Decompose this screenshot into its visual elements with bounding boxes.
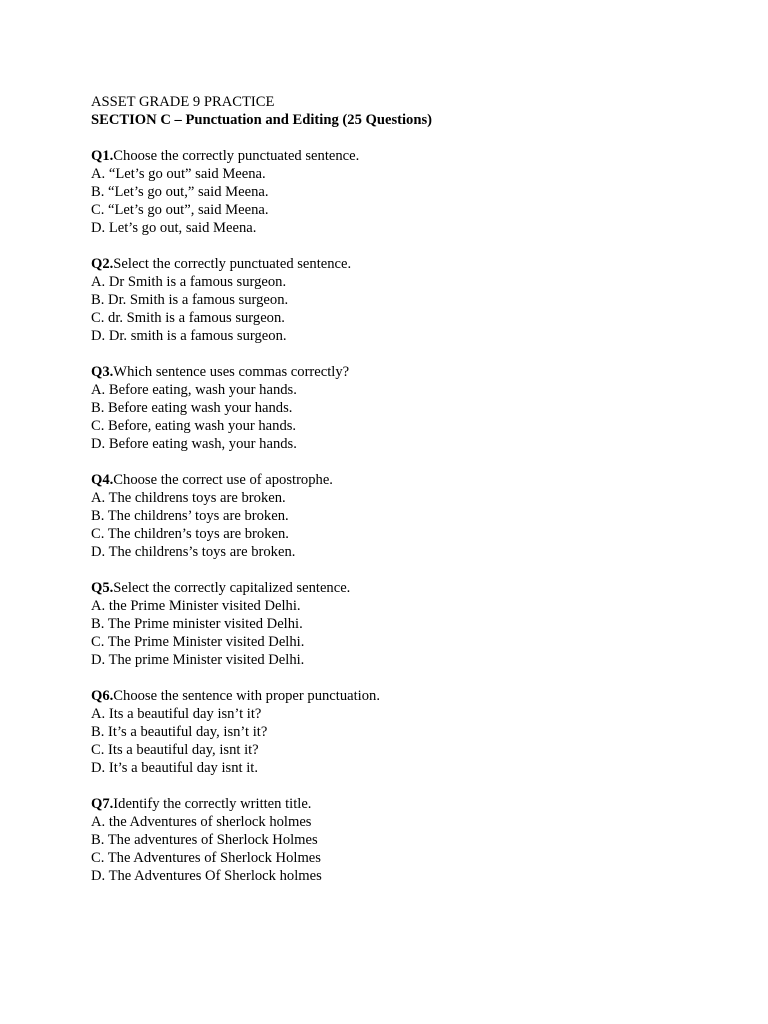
answer-option: B. The adventures of Sherlock Holmes: [91, 832, 318, 848]
question-number: Q1.: [91, 148, 114, 164]
spacer: [91, 777, 731, 795]
answer-option: B. The childrens’ toys are broken.: [91, 508, 289, 524]
question-prompt: [91, 471, 731, 489]
answer-option: A. “Let’s go out” said Meena.: [91, 166, 266, 182]
question-number: Q5.: [91, 580, 114, 596]
question-6: [91, 687, 731, 795]
question-text: Identify the correctly written title.: [113, 796, 312, 812]
answer-option: B. The Prime minister visited Delhi.: [91, 616, 303, 632]
answer-option: B. “Let’s go out,” said Meena.: [91, 184, 269, 200]
answer-option: B. It’s a beautiful day, isn’t it?: [91, 724, 268, 740]
question-number: Q2.: [91, 256, 114, 272]
document-title: ASSET GRADE 9 PRACTICE: [91, 94, 275, 110]
question-2: [91, 255, 731, 363]
answer-option: D. Before eating wash, your hands.: [91, 436, 297, 452]
answer-option: D. The childrens’s toys are broken.: [91, 544, 296, 560]
answer-option: A. Dr Smith is a famous surgeon.: [91, 274, 287, 290]
answer-option: C. Before, eating wash your hands.: [91, 418, 297, 434]
question-number: Q6.: [91, 688, 114, 704]
spacer: [91, 237, 731, 255]
spacer: [91, 129, 731, 147]
answer-option: D. Let’s go out, said Meena.: [91, 220, 257, 236]
question-text: Choose the correct use of apostrophe.: [113, 472, 333, 488]
answer-option: D. The prime Minister visited Delhi.: [91, 652, 305, 668]
answer-option: D. Dr. smith is a famous surgeon.: [91, 328, 287, 344]
question-prompt: [91, 687, 731, 705]
question-text: Which sentence uses commas correctly?: [113, 364, 350, 380]
question-4: [91, 471, 731, 579]
document-page: [91, 93, 731, 885]
question-text: Choose the sentence with proper punctuation.: [113, 688, 380, 704]
question-prompt: [91, 147, 731, 165]
question-5: [91, 579, 731, 687]
question-number: Q4.: [91, 472, 114, 488]
question-3: [91, 363, 731, 471]
answer-option: C. “Let’s go out”, said Meena.: [91, 202, 269, 218]
question-7: [91, 795, 731, 885]
question-prompt: [91, 363, 731, 381]
question-number: Q7.: [91, 796, 114, 812]
question-prompt: [91, 579, 731, 597]
spacer: [91, 669, 731, 687]
spacer: [91, 345, 731, 363]
question-list: [91, 147, 731, 885]
answer-option: C. dr. Smith is a famous surgeon.: [91, 310, 285, 326]
section-heading: SECTION C – Punctuation and Editing (25 Questions): [91, 112, 433, 128]
answer-option: C. Its a beautiful day, isnt it?: [91, 742, 259, 758]
answer-option: A. the Adventures of sherlock holmes: [91, 814, 312, 830]
answer-option: D. It’s a beautiful day isnt it.: [91, 760, 258, 776]
answer-option: B. Before eating wash your hands.: [91, 400, 293, 416]
question-prompt: [91, 795, 731, 813]
question-number: Q3.: [91, 364, 114, 380]
answer-option: A. Before eating, wash your hands.: [91, 382, 297, 398]
spacer: [91, 453, 731, 471]
answer-option: C. The Prime Minister visited Delhi.: [91, 634, 305, 650]
spacer: [91, 561, 731, 579]
answer-option: B. Dr. Smith is a famous surgeon.: [91, 292, 289, 308]
question-text: Choose the correctly punctuated sentence.: [113, 148, 360, 164]
answer-option: A. the Prime Minister visited Delhi.: [91, 598, 301, 614]
question-text: Select the correctly punctuated sentence.: [113, 256, 352, 272]
answer-option: A. Its a beautiful day isn’t it?: [91, 706, 262, 722]
answer-option: C. The children’s toys are broken.: [91, 526, 289, 542]
answer-option: A. The childrens toys are broken.: [91, 490, 286, 506]
question-text: Select the correctly capitalized sentence.: [113, 580, 351, 596]
question-prompt: [91, 255, 731, 273]
answer-option: C. The Adventures of Sherlock Holmes: [91, 850, 321, 866]
question-1: [91, 147, 731, 255]
answer-option: D. The Adventures Of Sherlock holmes: [91, 868, 322, 884]
